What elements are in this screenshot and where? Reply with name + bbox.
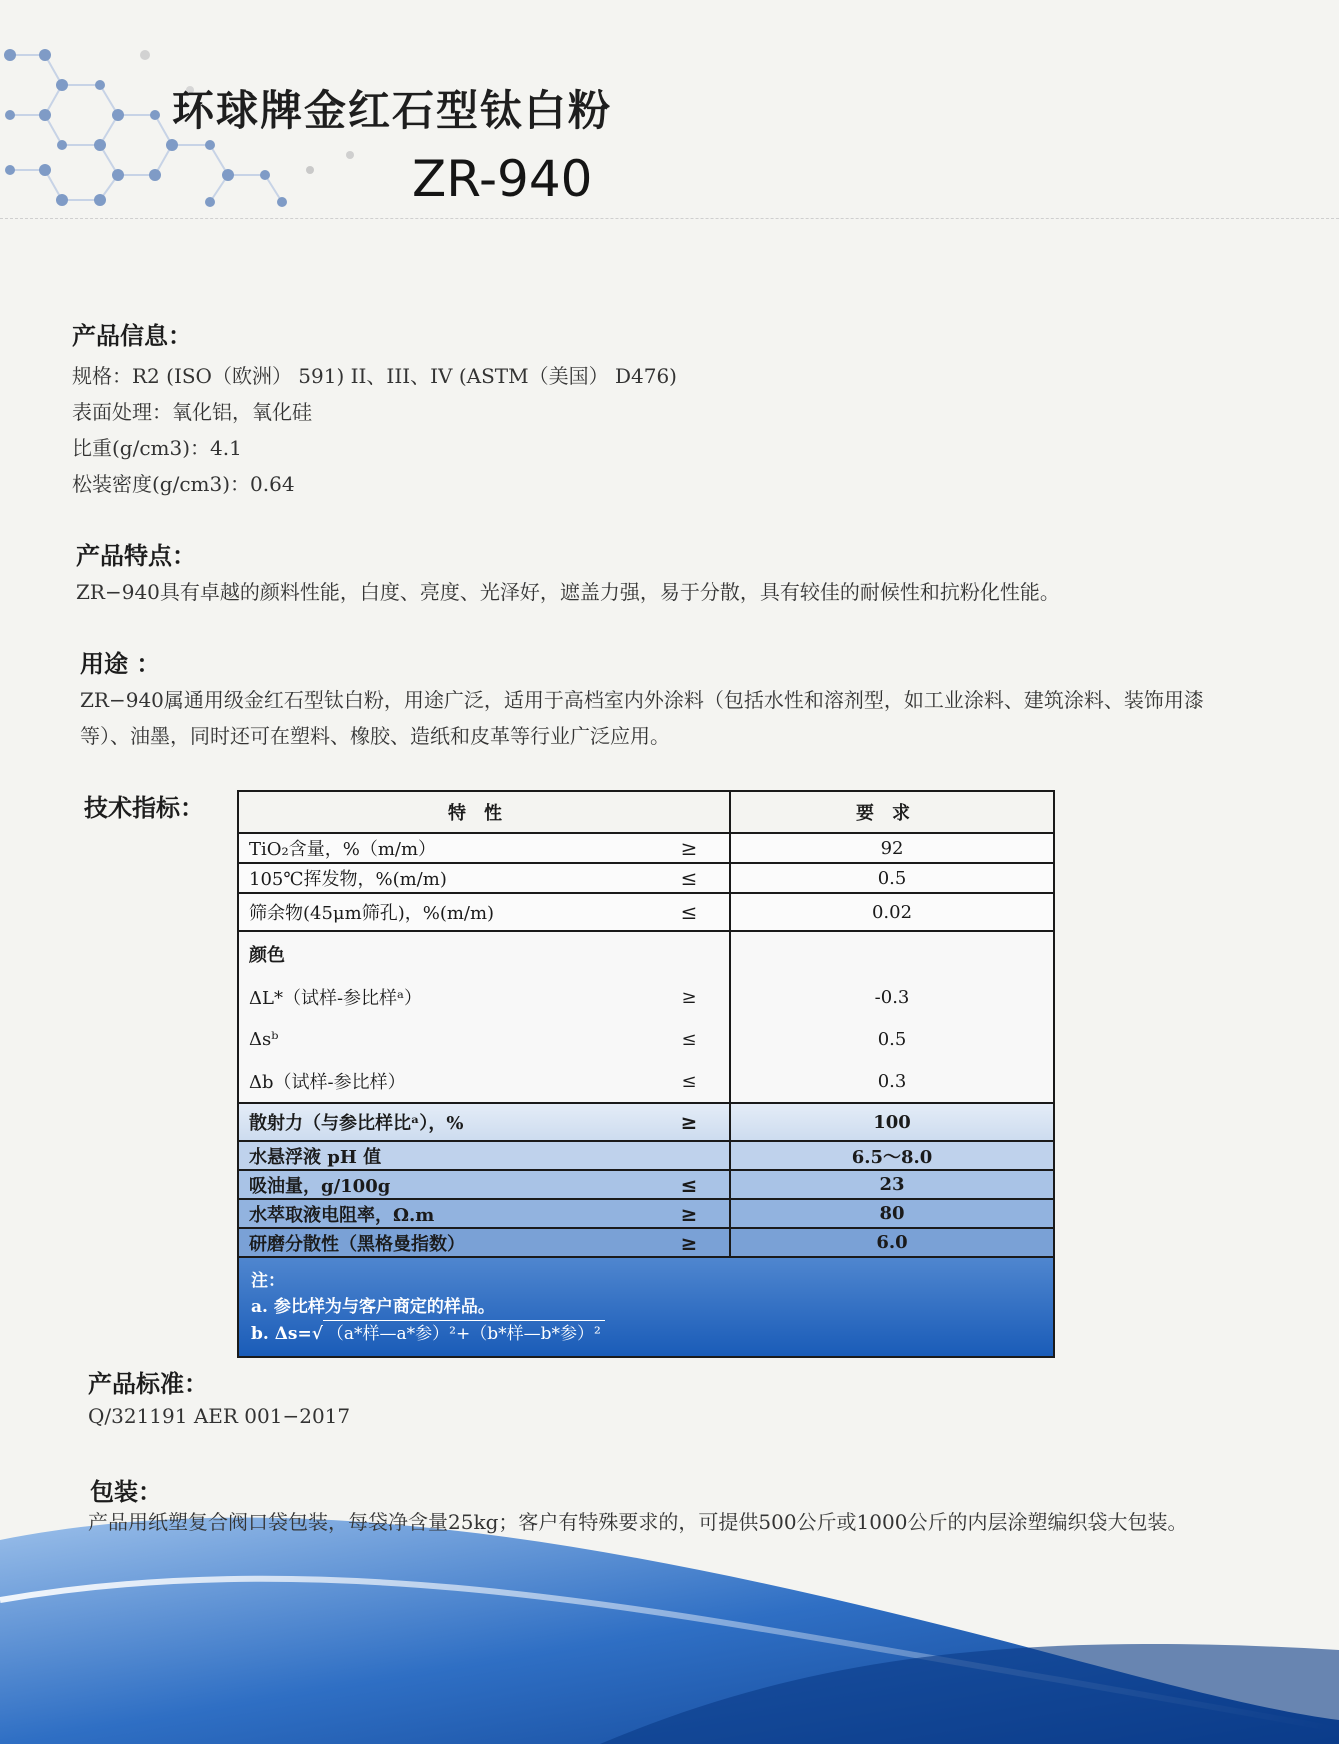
requirement-value: 23 — [730, 1170, 1054, 1199]
requirement-value: 0.5 — [877, 1028, 907, 1050]
notes-label: 注： — [251, 1270, 285, 1291]
property-name: 研磨分散性（黑格曼指数） — [249, 1233, 465, 1255]
product-model: ZR-940 — [412, 150, 593, 208]
standard-text: Q/321191 AER 001−2017 — [88, 1404, 351, 1428]
comparison-operator: ≤ — [681, 1070, 697, 1092]
requirement-value: 6.0 — [730, 1228, 1054, 1257]
surface-treatment-line: 表面处理：氧化铝，氧化硅 — [72, 400, 312, 424]
requirement-value: 0.5 — [730, 863, 1054, 893]
note-b-prefix: b. Δs=√ — [251, 1323, 323, 1344]
header-divider — [0, 218, 1339, 219]
color-label: 颜色 — [249, 945, 285, 966]
property-name: 筛余物(45μm筛孔)，%(m/m) — [249, 903, 495, 924]
comparison-operator: ≤ — [681, 1028, 697, 1050]
packaging-heading: 包装： — [90, 1477, 162, 1506]
property-name: Δsᵇ — [249, 1028, 279, 1050]
standard-heading: 产品标准： — [88, 1369, 208, 1398]
specific-gravity-line: 比重(g/cm3)：4.1 — [72, 436, 242, 460]
note-a: a. 参比样为与客户商定的样品。 — [251, 1296, 495, 1317]
spec-table — [237, 790, 1055, 1358]
requirement-value: 6.5～8.0 — [730, 1141, 1054, 1170]
property-name: TiO₂含量，%（m/m） — [249, 839, 437, 860]
color-item — [249, 1018, 719, 1060]
comparison-operator: ≤ — [680, 900, 698, 924]
property-name: 散射力（与参比样比ᵃ），% — [249, 1113, 464, 1134]
table-row — [238, 1170, 1054, 1199]
requirement-value: 0.3 — [877, 1070, 907, 1092]
comparison-operator: ≥ — [680, 1110, 698, 1134]
usage-text: ZR−940属通用级金红石型钛白粉，用途广泛，适用于高档室内外涂料（包括水性和溶剂型，如工业涂料、建筑涂料、装饰用漆等）、油墨，同时还可在塑料、橡胶、造纸和皮革等行业广泛应用。 — [80, 688, 1204, 748]
requirement-value: 100 — [730, 1103, 1054, 1141]
column-header-requirement: 要求 — [730, 791, 1054, 833]
requirement-value: 92 — [730, 833, 1054, 863]
comparison-operator: ≥ — [680, 836, 698, 860]
comparison-operator: ≥ — [681, 986, 697, 1008]
requirement-value: 0.02 — [730, 893, 1054, 931]
property-name: 吸油量，g/100g — [249, 1175, 391, 1197]
table-row — [238, 1199, 1054, 1228]
table-row — [238, 1141, 1054, 1170]
requirement-value: 80 — [730, 1199, 1054, 1228]
note-b — [251, 1320, 1041, 1347]
column-header-property: 特性 — [238, 791, 730, 833]
packaging-text: 产品用纸塑复合阀口袋包装，每袋净含量25kg；客户有特殊要求的，可提供500公斤或1000公斤的内层涂塑编织袋大包装。 — [88, 1510, 1188, 1534]
note-b-formula: （a*样—a*参）²+（b*样—b*参）² — [323, 1320, 605, 1347]
bulk-density-line: 松装密度(g/cm3)：0.64 — [72, 472, 295, 496]
table-row — [238, 1103, 1054, 1141]
features-text: ZR−940具有卓越的颜料性能，白度、亮度、光泽好，遮盖力强，易于分散，具有较佳的耐候性和抗粉化性能。 — [76, 580, 1060, 604]
table-row — [238, 833, 1054, 863]
product-info-heading: 产品信息： — [72, 321, 192, 350]
property-name: 105℃挥发物，%(m/m) — [249, 869, 447, 890]
usage-heading: 用途 ： — [80, 649, 161, 678]
comparison-operator: ≥ — [680, 1230, 698, 1255]
property-name: ΔL*（试样-参比样ᵃ） — [249, 988, 422, 1009]
color-item — [249, 1060, 719, 1102]
comparison-operator: ≥ — [680, 1201, 698, 1226]
specs-heading: 技术指标： — [84, 793, 204, 822]
table-row — [238, 893, 1054, 931]
features-heading: 产品特点： — [76, 541, 196, 570]
comparison-operator: ≤ — [680, 866, 698, 890]
table-row — [238, 863, 1054, 893]
requirement-value: -0.3 — [874, 986, 910, 1008]
notes-row — [238, 1257, 1054, 1357]
property-name: 水萃取液电阻率，Ω.m — [249, 1204, 435, 1226]
color-item — [249, 976, 719, 1018]
spec-grade-line: 规格：R2 (ISO（欧洲） 591) II、III、IV (ASTM（美国） D476) — [72, 364, 677, 388]
table-header-row — [238, 791, 1054, 833]
table-row — [238, 1228, 1054, 1257]
property-name: 水悬浮液 pH 值 — [249, 1146, 382, 1168]
property-name: Δb（试样-参比样） — [249, 1072, 406, 1093]
color-row — [238, 931, 1054, 1103]
product-title: 环球牌金红石型钛白粉 — [172, 86, 613, 135]
comparison-operator: ≤ — [680, 1172, 698, 1197]
